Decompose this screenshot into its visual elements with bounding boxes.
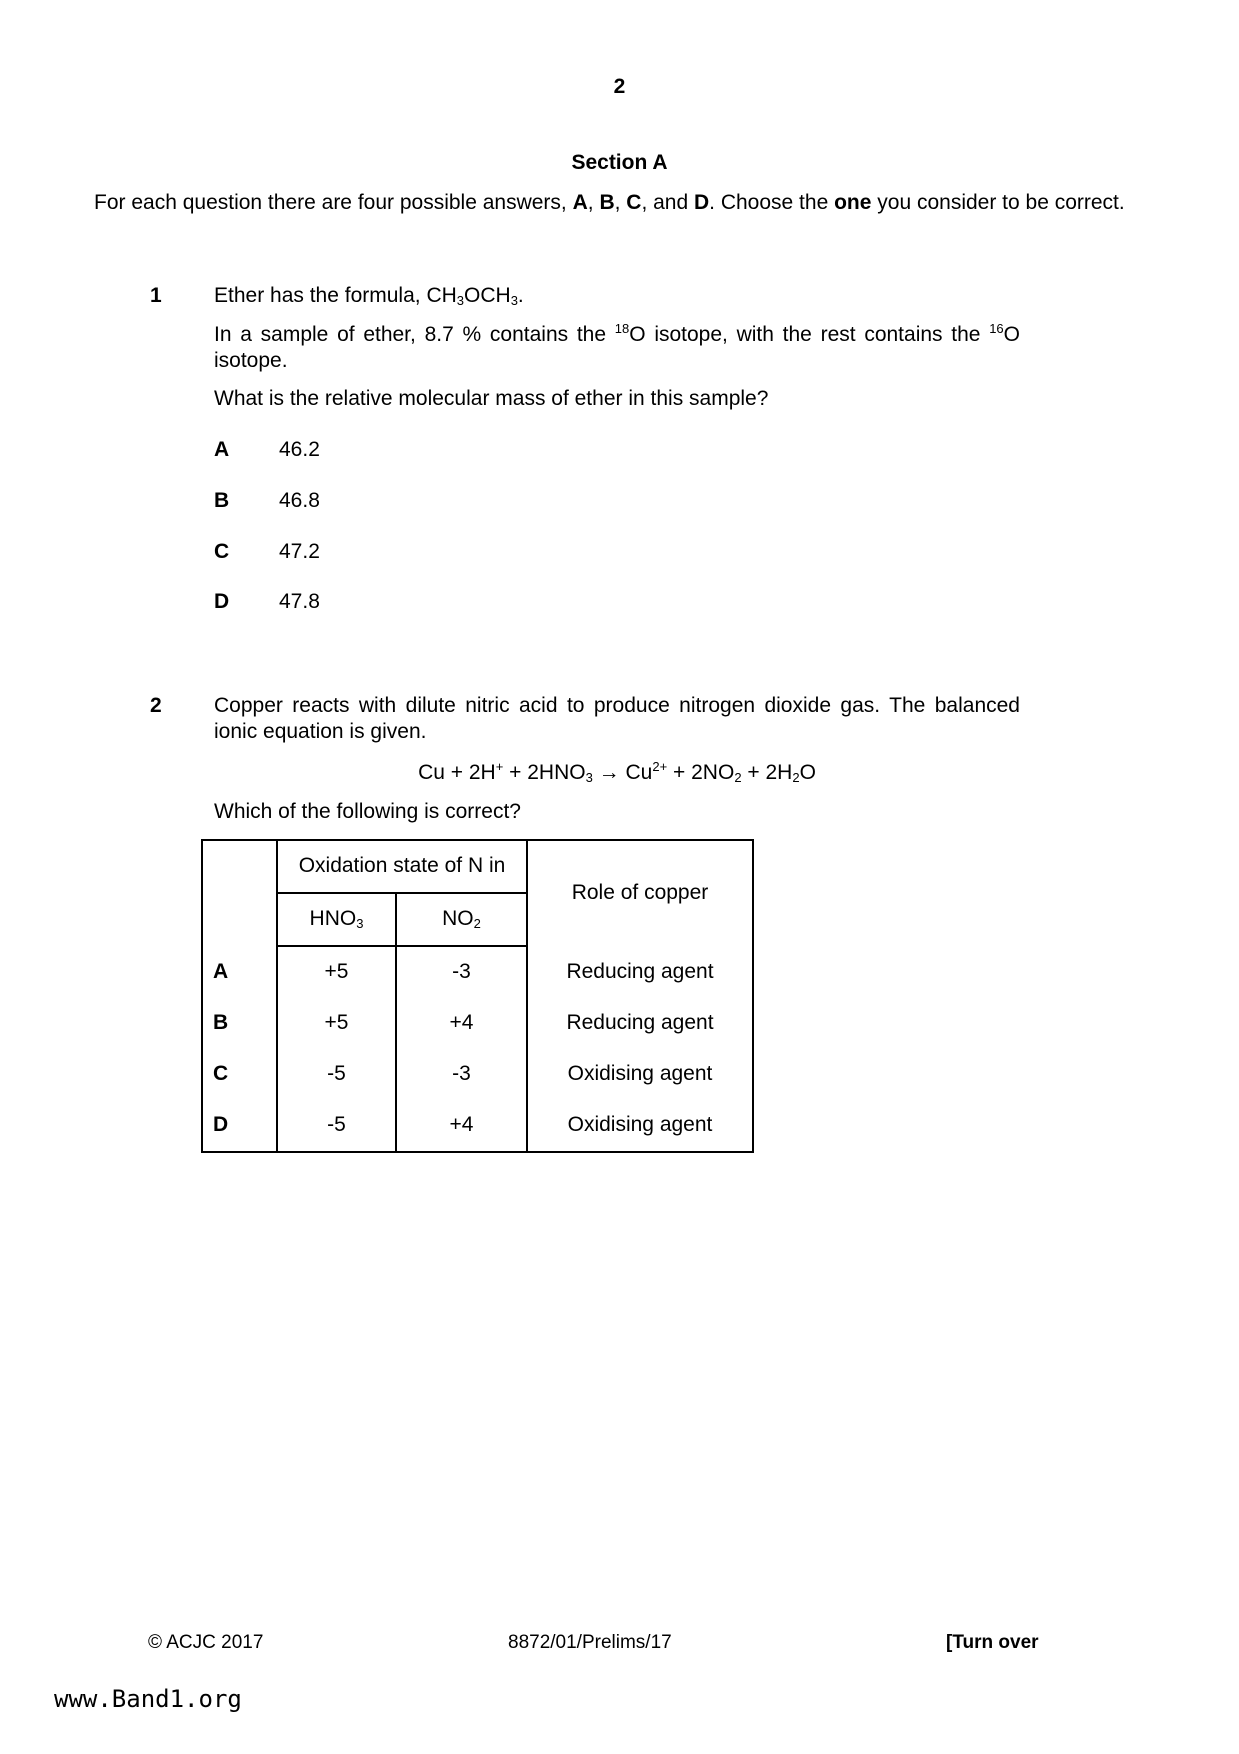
cell-hno3: +5 xyxy=(277,946,396,998)
question-1-formula-line: Ether has the formula, $CH_3OCH_3$. xyxy=(214,284,524,308)
table-corner-cell xyxy=(202,840,277,946)
q1-option-b-value: 46.8 xyxy=(279,489,320,512)
question-2-number: 2 xyxy=(150,694,162,717)
header-role-of-copper: Role of copper xyxy=(527,840,753,946)
cell-hno3: -5 xyxy=(277,1100,396,1152)
q1-option-d-letter: D xyxy=(214,590,230,613)
footer-turn-over: [Turn over xyxy=(946,1632,1039,1653)
footer-paper-code: 8872/01/Prelims/17 xyxy=(508,1632,672,1653)
row-letter: A xyxy=(202,946,277,998)
section-title: Section A xyxy=(571,151,668,174)
ionic-equation: $Cu + 2H^+ + 2HNO_3 \to Cu^{2+} + 2NO_2 + 2H_2O$ xyxy=(418,759,816,785)
question-1-prompt: What is the relative molecular mass of ether in this sample? xyxy=(214,387,769,410)
cell-no2: +4 xyxy=(396,1100,527,1152)
q1-option-c-letter: C xyxy=(214,540,230,563)
header-no2: $NO_2$ xyxy=(396,893,527,946)
cell-role: Oxidising agent xyxy=(527,1100,753,1152)
cell-role: Oxidising agent xyxy=(527,1049,753,1100)
cell-hno3: +5 xyxy=(277,998,396,1049)
header-hno3: $HNO_3$ xyxy=(277,893,396,946)
cell-no2: +4 xyxy=(396,998,527,1049)
cell-role: Reducing agent xyxy=(527,946,753,998)
oxidation-state-table xyxy=(201,839,754,1153)
cell-no2: -3 xyxy=(396,946,527,998)
question-2-intro: Copper reacts with dilute nitric acid to produce nitrogen dioxide gas. The balanced ionic equation is given. xyxy=(214,694,1020,744)
q1-option-b-letter: B xyxy=(214,489,230,512)
watermark-url: www.Band1.org xyxy=(54,1685,242,1713)
q1-option-a-value: 46.2 xyxy=(279,438,320,461)
question-1-number: 1 xyxy=(150,284,162,307)
q1-option-c-value: 47.2 xyxy=(279,540,320,563)
table-row xyxy=(202,1100,753,1152)
row-letter: C xyxy=(202,1049,277,1100)
table-row xyxy=(202,1049,753,1100)
table-row xyxy=(202,998,753,1049)
instructions: For each question there are four possible answers, A, B, C, and D. Choose the one you consider to be correct. xyxy=(94,191,1125,214)
q1-option-d-value: 47.8 xyxy=(279,590,320,613)
row-letter: D xyxy=(202,1100,277,1152)
cell-no2: -3 xyxy=(396,1049,527,1100)
table-row xyxy=(202,946,753,998)
header-oxidation-state: Oxidation state of N in xyxy=(277,840,527,893)
row-letter: B xyxy=(202,998,277,1049)
question-1-isotope-text: In a sample of ether, 8.7 % contains the $^{18}$O isotope, with the rest contains the $^{16}$O isotope. xyxy=(214,321,1020,373)
q1-option-a-letter: A xyxy=(214,438,230,461)
cell-role: Reducing agent xyxy=(527,998,753,1049)
cell-hno3: -5 xyxy=(277,1049,396,1100)
question-2-prompt: Which of the following is correct? xyxy=(214,800,521,823)
page-number: 2 xyxy=(613,75,626,98)
footer-copyright: © ACJC 2017 xyxy=(148,1632,264,1653)
